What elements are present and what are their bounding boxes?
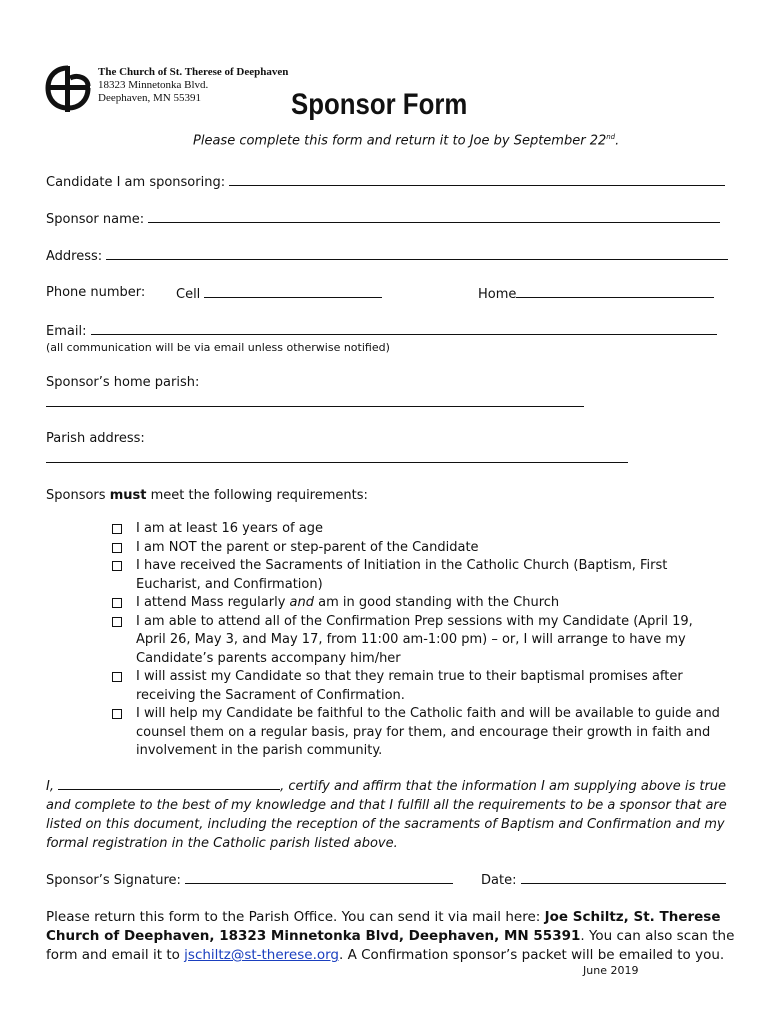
address-row <box>46 247 728 264</box>
candidate-input-line[interactable] <box>229 173 725 186</box>
instruction-text <box>193 133 619 148</box>
sponsor-name-input-line[interactable] <box>148 210 720 223</box>
church-address-line2: Deephaven, MN 55391 <box>98 92 201 104</box>
signature-label: Sponsor’s Signature: <box>46 873 181 888</box>
instruction-main: Please complete this form and return it to Joe by September 22 <box>193 133 607 149</box>
requirement-text: I will assist my Candidate so that they remain true to their baptismal promises after receiving the Sacrament of Confirmation. <box>136 669 683 703</box>
requirement-item <box>112 594 722 613</box>
return-email-link[interactable]: jschiltz@st-therese.org <box>184 947 339 963</box>
requirements-intro <box>46 488 368 503</box>
church-logo <box>42 62 94 114</box>
parish-address-input-line[interactable] <box>46 452 628 463</box>
return-address: Joe Schiltz, St. Therese Church of Deephaven, 18323 Minnetonka Blvd, Deephaven, MN 55391 <box>46 909 721 944</box>
requirement-item <box>112 613 722 669</box>
requirement-item <box>112 705 722 761</box>
affirmation-pre: I, <box>46 779 59 794</box>
requirement-text: I have received the Sacraments of Initiation in the Catholic Church (Baptism, First Eucharist, and Confirmation) <box>136 558 668 592</box>
address-label: Address: <box>46 249 103 264</box>
return-pre: Please return this form to the Parish Office. You can send it via mail here: <box>46 909 545 925</box>
email-input-line[interactable] <box>91 322 717 335</box>
home-parish-input-line[interactable] <box>46 396 584 407</box>
footer-date: June 2019 <box>583 964 639 977</box>
sponsor-name-row <box>46 210 720 227</box>
checkbox[interactable] <box>112 524 122 534</box>
affirmation-post: , certify and affirm that the information I am supplying above is true and complete to the best of my knowledge and that I fulfill all the requirements to be a sponsor that are listed on this document, including the reception of the sacraments of Baptism and Confirmation and my formal registration in the Catholic parish listed above. <box>46 779 727 851</box>
affirmation-paragraph <box>46 777 736 853</box>
requirement-text: I am NOT the parent or step-parent of the Candidate <box>136 539 479 555</box>
checkbox[interactable] <box>112 672 122 682</box>
home-input-line[interactable] <box>516 285 714 298</box>
date-row <box>481 871 726 888</box>
email-row <box>46 322 717 339</box>
address-input-line[interactable] <box>106 247 728 260</box>
requirement-text: I am able to attend all of the Confirmation Prep sessions with my Candidate (April 19, April 26, May 3, and May 17, from 11:00 am-1:00 pm) – or, I will arrange to have my Candidate’s parents accompany him/her <box>136 613 693 666</box>
cell-input-line[interactable] <box>204 285 382 298</box>
requirement-text-post: am in good standing with the Church <box>314 595 560 610</box>
checkbox[interactable] <box>112 709 122 719</box>
requirements-intro-pre: Sponsors <box>46 488 110 503</box>
candidate-row <box>46 173 725 190</box>
requirement-item <box>112 557 722 594</box>
requirement-item <box>112 539 722 558</box>
home-label: Home <box>478 287 517 302</box>
signature-row <box>46 871 453 888</box>
requirements-list <box>112 520 722 761</box>
requirement-text: I will help my Candidate be faithful to the Catholic faith and will be available to guide and counsel them on a regular basis, pray for them, and encourage their growth in faith and involvement in the parish community. <box>136 706 720 758</box>
requirements-intro-post: meet the following requirements: <box>146 488 368 503</box>
church-cross-logo-icon <box>42 62 94 114</box>
return-instructions <box>46 908 736 965</box>
church-address-line1: 18323 Minnetonka Blvd. <box>98 79 209 91</box>
phone-label: Phone number: <box>46 285 146 300</box>
signature-input-line[interactable] <box>185 871 453 884</box>
home-row <box>478 285 714 302</box>
return-end: . A Confirmation sponsor’s packet will be emailed to you. <box>339 947 725 963</box>
requirement-text-pre: I attend Mass regularly <box>136 595 290 610</box>
checkbox[interactable] <box>112 617 122 627</box>
requirement-text-italic: and <box>289 595 314 610</box>
requirement-text: I am at least 16 years of age <box>136 521 323 536</box>
cell-row <box>176 285 382 302</box>
candidate-label: Candidate I am sponsoring: <box>46 175 226 190</box>
home-parish-label: Sponsor’s home parish: <box>46 375 200 390</box>
instruction-end: . <box>615 133 620 149</box>
requirement-item <box>112 520 722 539</box>
church-name: The Church of St. Therese of Deephaven <box>98 66 289 78</box>
email-label: Email: <box>46 324 87 339</box>
requirements-intro-bold: must <box>109 488 147 503</box>
parish-address-label: Parish address: <box>46 431 145 446</box>
date-label: Date: <box>481 873 517 888</box>
date-input-line[interactable] <box>521 871 726 884</box>
return-mid: . You can also scan the form and email it to <box>46 928 735 963</box>
requirement-item <box>112 668 722 705</box>
checkbox[interactable] <box>112 543 122 553</box>
page-title: Sponsor Form <box>291 88 468 121</box>
affirmation-name-line[interactable] <box>58 777 280 790</box>
instruction-sup: nd <box>606 133 616 141</box>
checkbox[interactable] <box>112 561 122 571</box>
email-note: (all communication will be via email unless otherwise notified) <box>46 341 390 354</box>
checkbox[interactable] <box>112 598 122 608</box>
cell-label: Cell <box>176 287 201 302</box>
sponsor-name-label: Sponsor name: <box>46 212 145 227</box>
